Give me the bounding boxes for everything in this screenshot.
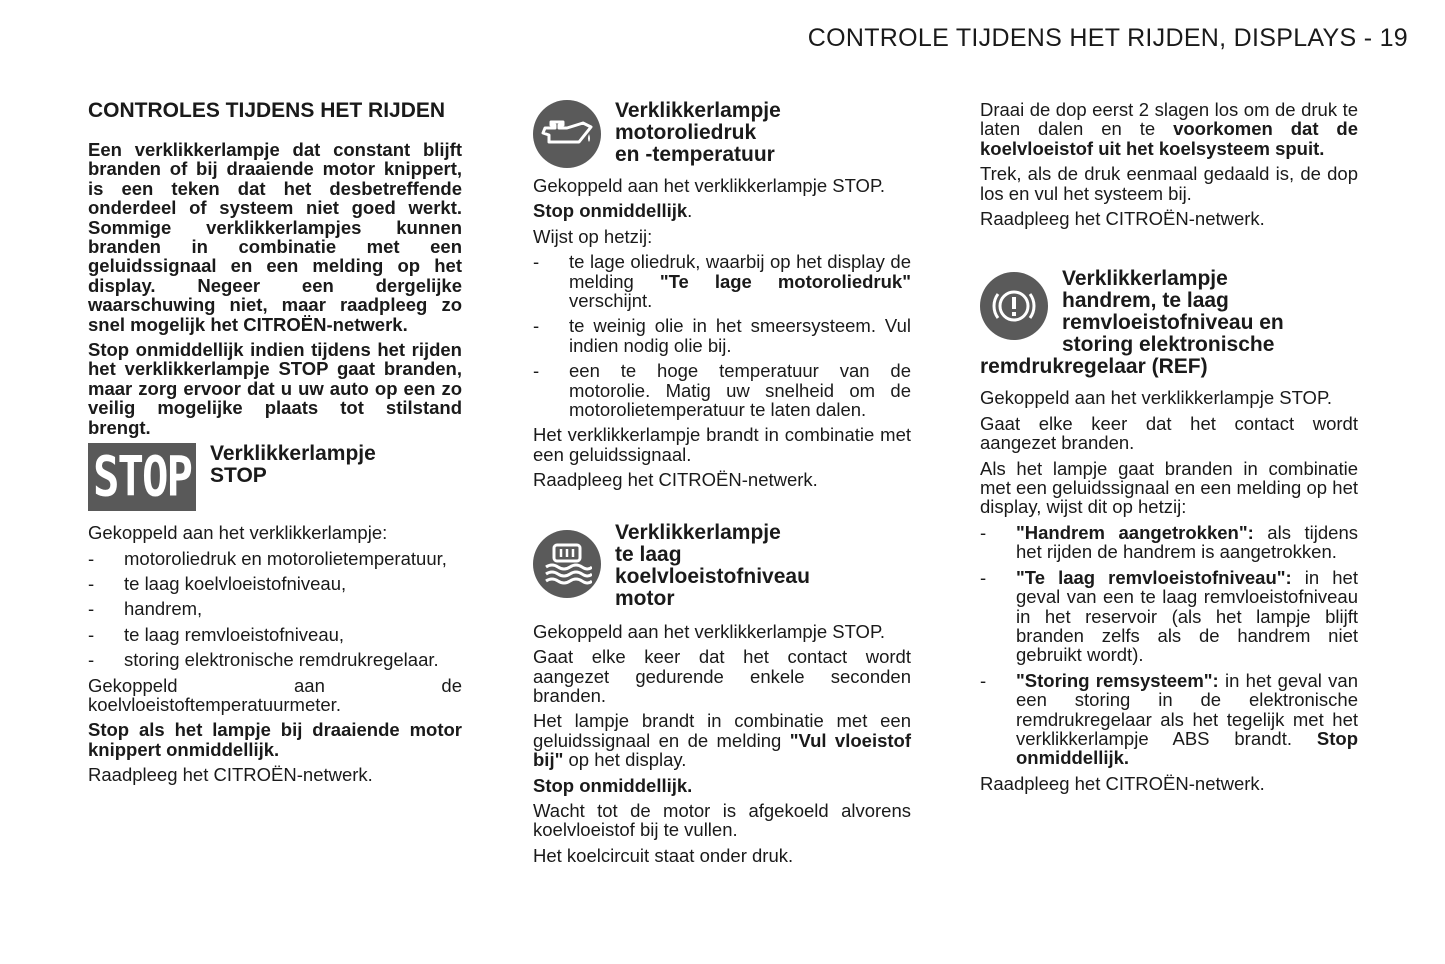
- coolant-combo-text: Het lampje brandt in combinatie met een geluidssignaal en de melding "Vul vloeistof bij" op het display.: [533, 710, 911, 771]
- page-header: CONTROLE TIJDENS HET RIJDEN, DISPLAYS - 19: [807, 24, 1408, 52]
- stop-warning-icon: STOP: [88, 443, 196, 511]
- column-1: [88, 100, 462, 791]
- coolant-ignition-text: Gaat elke keer dat het contact wordt aangezet gedurende enkele seconden branden.: [533, 646, 911, 706]
- oil-causes-list: [533, 252, 911, 419]
- brake-ignition-text: Gaat elke keer dat het contact wordt aangezet branden.: [980, 412, 1358, 454]
- list-item: - storing elektronische remdrukregelaar.: [88, 650, 462, 669]
- oil-coupled-text: Gekoppeld aan het verklikkerlampje STOP.: [533, 175, 886, 196]
- list-item: - te weinig olie in het smeersysteem. Vul indien nodig olie bij.: [533, 316, 911, 355]
- list-item: - te lage oliedruk, waarbij op het display de melding "Te lage motoroliedruk" verschijnt.: [533, 252, 911, 310]
- coolant-wait-text: Wacht tot de motor is afgekoeld alvorens koelvloeistof bij te vullen.: [533, 799, 911, 841]
- oil-stop-text: Stop onmiddellijk.: [533, 200, 693, 222]
- oil-lamp-heading: [533, 100, 911, 168]
- brake-combo-text: Als het lampje gaat branden in combinatie met een geluidssignaal en een melding op het display, wijst dit op hetzij:: [980, 457, 1358, 518]
- oil-consult-text: Raadpleeg het CITROËN-netwerk.: [533, 469, 818, 491]
- brake-lamp-heading: Verklikkerlampje handrem, te laag remvloeistofniveau en storing elektronische remdrukregelaar (REF): [980, 267, 1284, 379]
- coolant-level-icon: [533, 530, 601, 598]
- intro-paragraph: Een verklikkerlampje dat constant blijft branden of bij draaiende motor knippert, is een teken dat het desbetreffende onderdeel of systeem niet goed werkt. Sommige verklikkerlampjes kunnen branden in combinatie met een geluidssignaal en een melding op het display. Negeer een dergelijke waarschuwing niet, maar raadpleeg zo snel mogelijk het CITROËN-netwerk.: [88, 139, 462, 335]
- column-2: [533, 100, 911, 871]
- list-item: - te laag remvloeistofniveau,: [88, 625, 462, 644]
- oil-lamp-title: Verklikkerlampje motoroliedruk en -temperatuur: [615, 99, 781, 166]
- coolant-coupled-text: Gekoppeld aan het verklikkerlampje STOP.: [533, 620, 886, 642]
- list-item: - "Storing remsysteem": in het geval van een storing in de elektronische remdrukregelaar als het tegelijk met het verklikkerlampje ABS brandt. Stop onmiddellijk.: [980, 671, 1358, 768]
- brake-warning-icon: [980, 272, 1048, 340]
- oil-can-icon: [533, 100, 601, 168]
- stop-coupled-text: Gekoppeld aan het verklikkerlampje:: [88, 522, 388, 544]
- coolant-lamp-heading: [533, 522, 911, 610]
- cap-instruction-text: Draai de dop eerst 2 slagen los om de druk te laten dalen en te voorkomen dat de koelvloeistof uit het koelsysteem spuit.: [980, 99, 1358, 159]
- brake-coupled-text: Gekoppeld aan het verklikkerlampje STOP.: [980, 387, 1333, 409]
- list-item: - motoroliedruk en motorolietemperatuur,: [88, 549, 462, 568]
- list-item: - handrem,: [88, 599, 462, 618]
- brake-causes-list: [980, 523, 1358, 768]
- list-item: - "Handrem aangetrokken": als tijdens het rijden de handrem is aangetrokken.: [980, 523, 1358, 562]
- stop-coupled-list: [88, 549, 462, 670]
- coolant-stop-text: Stop onmiddellijk.: [533, 774, 693, 796]
- section-title: CONTROLES TIJDENS HET RIJDEN: [88, 99, 446, 122]
- list-item: - een te hoge temperatuur van de motorolie. Matig uw snelheid om de motorolietemperatuur te laten dalen.: [533, 361, 911, 419]
- stop-lamp-title: Verklikkerlampje STOP: [210, 442, 376, 488]
- list-item: - te laag koelvloeistofniveau,: [88, 574, 462, 593]
- consult-text: Raadpleeg het CITROËN-netwerk.: [88, 764, 373, 786]
- coolant-pressure-text: Het koelcircuit staat onder druk.: [533, 844, 794, 866]
- stop-blink-text: Stop als het lampje bij draaiende motor knippert onmiddellijk.: [88, 719, 462, 760]
- list-item: - "Te laag remvloeistofniveau": in het geval van een te laag remvloeistofniveau in het reservoir (als het lampje blijft branden zelfs als de handrem niet gebruikt wordt).: [980, 568, 1358, 665]
- oil-indicates-text: Wijst op hetzij:: [533, 225, 653, 247]
- oil-combo-text: Het verklikkerlampje brandt in combinatie met een geluidssignaal.: [533, 424, 911, 465]
- consult-text: Raadpleeg het CITROËN-netwerk.: [980, 208, 1265, 230]
- column-3: [980, 100, 1358, 799]
- brake-lamp-title: Verklikkerlampje handrem, te laag remvloeistofniveau en storing elektronische: [1062, 267, 1284, 357]
- coolant-lamp-title: Verklikkerlampje te laag koelvloeistofniveau motor: [615, 520, 810, 610]
- stop-warning-paragraph: Stop onmiddellijk indien tijdens het rijden het verklikkerlampje STOP gaat branden, maar zorg ervoor dat u uw auto op een zo veilig mogelijke plaats tot stilstand brengt.: [88, 339, 462, 438]
- consult-text: Raadpleeg het CITROËN-netwerk.: [980, 772, 1265, 794]
- coupled-meter-text: Gekoppeld aan de koelvloeistoftemperatuurmeter.: [88, 674, 462, 715]
- stop-lamp-heading: [88, 443, 462, 511]
- pull-cap-text: Trek, als de druk eenmaal gedaald is, de dop los en vul het systeem bij.: [980, 163, 1358, 204]
